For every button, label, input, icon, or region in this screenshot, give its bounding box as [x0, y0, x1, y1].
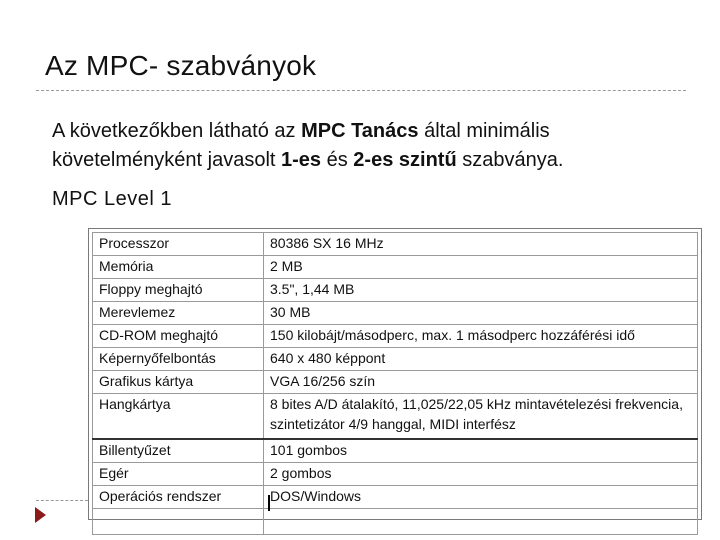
intro-text-4: szabványa. — [456, 149, 564, 171]
table-row — [93, 233, 698, 256]
row-value: 80386 SX 16 MHz — [264, 233, 698, 256]
row-label: Grafikus kártya — [93, 371, 264, 394]
intro-bold-level2: 2-es szintű — [353, 149, 457, 171]
row-label: CD-ROM meghajtó — [93, 325, 264, 348]
row-value: 2 MB — [264, 256, 698, 279]
table-row — [93, 348, 698, 371]
row-label: Operációs rendszer — [93, 486, 264, 509]
table-row — [93, 256, 698, 279]
row-value-empty — [264, 509, 698, 535]
spec-table — [92, 232, 698, 535]
row-label: Floppy meghajtó — [93, 279, 264, 302]
text-cursor — [268, 495, 270, 511]
row-value: 101 gombos — [264, 439, 698, 463]
intro-text-3: és — [321, 149, 354, 171]
title-divider — [36, 90, 686, 91]
intro-text-2: által minimális követelményként javasolt — [52, 120, 550, 171]
row-label: Merevlemez — [93, 302, 264, 325]
level-heading: MPC Level 1 — [52, 188, 172, 210]
table-row — [93, 371, 698, 394]
table-row — [93, 279, 698, 302]
footer-divider — [36, 500, 88, 501]
table-row — [93, 325, 698, 348]
row-value: DOS/Windows — [264, 486, 698, 509]
table-row — [93, 463, 698, 486]
row-value: 8 bites A/D átalakító, 11,025/22,05 kHz mintavételezési frekvencia, szintetizátor 4/9 hanggal, MIDI interfész — [264, 394, 698, 440]
row-label: Memória — [93, 256, 264, 279]
intro-bold-level1: 1-es — [281, 149, 322, 171]
table-row — [93, 439, 698, 463]
row-value: 640 x 480 képpont — [264, 348, 698, 371]
row-value: 150 kilobájt/másodperc, max. 1 másodperc hozzáférési idő — [264, 325, 698, 348]
table-row — [93, 302, 698, 325]
row-label: Egér — [93, 463, 264, 486]
row-value: 3.5", 1,44 MB — [264, 279, 698, 302]
intro-paragraph — [52, 117, 692, 175]
table-row-empty — [93, 509, 698, 535]
row-value: 30 MB — [264, 302, 698, 325]
intro-bold-mpc-council: MPC Tanács — [301, 120, 419, 142]
row-value: 2 gombos — [264, 463, 698, 486]
slide-title: Az MPC- szabványok — [45, 50, 317, 81]
row-label: Képernyőfelbontás — [93, 348, 264, 371]
row-label-empty — [93, 509, 264, 535]
row-label: Billentyűzet — [93, 439, 264, 463]
row-label: Processzor — [93, 233, 264, 256]
table-row — [93, 486, 698, 509]
row-value: VGA 16/256 szín — [264, 371, 698, 394]
triangle-right-icon[interactable] — [35, 507, 46, 523]
row-label: Hangkártya — [93, 394, 264, 440]
table-row — [93, 394, 698, 440]
intro-text-1: A következőkben látható az — [52, 120, 302, 142]
